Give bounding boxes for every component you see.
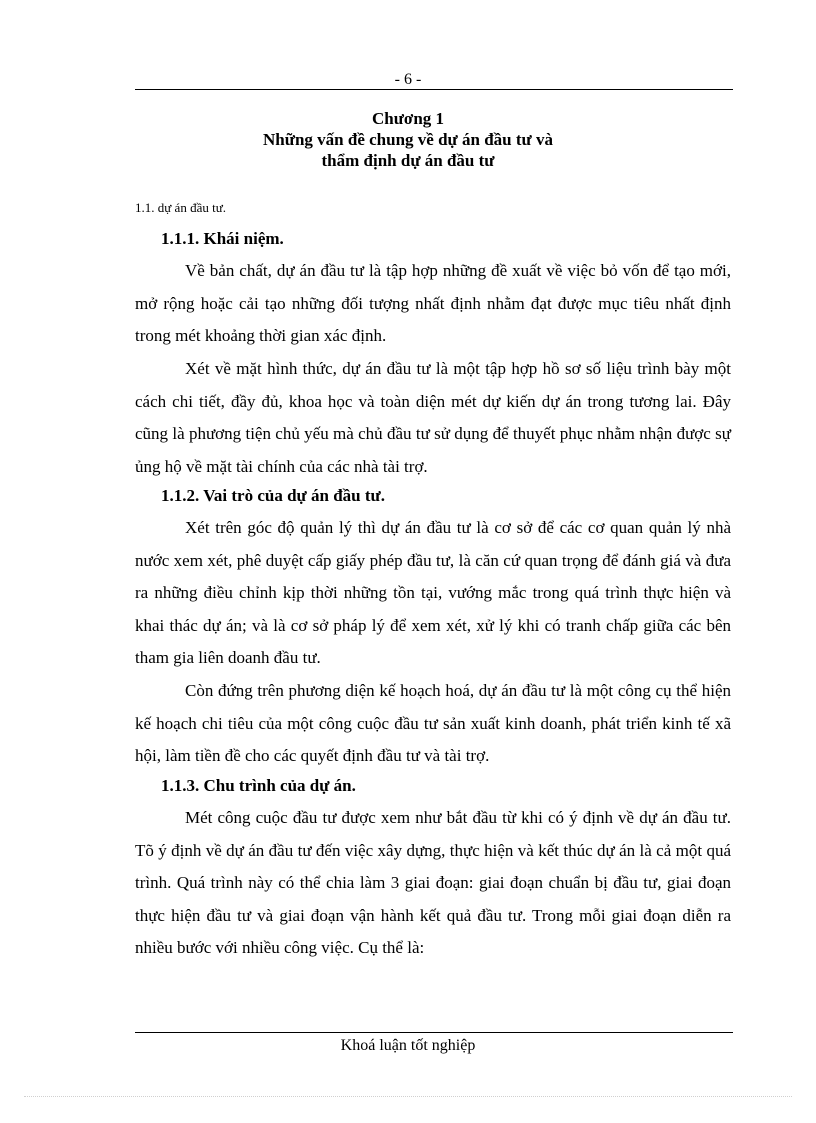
page-number: - 6 -: [394, 71, 422, 88]
section-1-1-2-paragraph-2: Còn đứng trên phương diện kế hoạch hoá, dự án đầu tư là một công cụ thể hiện kế hoạch chi tiêu của một công cuộc đầu tư sản xuất kinh doanh, phát triển kinh tế xã hội, làm tiền đề cho các quyết định đầu tư và tài trợ.: [135, 681, 731, 765]
section-1-1-2-paragraph-1: Xét trên góc độ quản lý thì dự án đầu tư là cơ sở để các cơ quan quản lý nhà nước xem xét, phê duyệt cấp giấy phép đầu tư, là căn cứ quan trọng để đánh giá và đưa ra những điều chỉnh kịp thời những tồn tại, vướng mắc trong quá trình thực hiện và khai thác dự án; và là cơ sở pháp lý để xem xét, xử lý khi có tranh chấp giữa các bên tham gia liên doanh đầu tư.: [135, 518, 731, 667]
chapter-title-block: [0, 108, 816, 171]
chapter-title-line-2: thẩm định dự án đầu tư: [321, 151, 495, 170]
section-1-1-1-heading: 1.1.1. Khái niệm.: [161, 229, 284, 248]
section-1-1-1-paragraph-1: Về bản chất, dự án đầu tư là tập hợp những đề xuất về việc bỏ vốn để tạo mới, mở rộng hoặc cải tạo những đối tượng nhất định nhằm đạt được mục tiêu nhất định trong mét khoảng thời gian xác định.: [135, 261, 731, 345]
chapter-label: Chương 1: [371, 109, 445, 128]
section-1-1-1-paragraph-2: Xét về mặt hình thức, dự án đầu tư là một tập hợp hồ sơ số liệu trình bày một cách chi tiết, đầy đủ, khoa học và toàn diện mét dự kiến dự án trong tương lai. Đây cũng là phương tiện chủ yếu mà chủ đầu tư sử dụng để thuyết phục nhằm nhận được sự ủng hộ về mặt tài chính của các nhà tài trợ.: [135, 359, 731, 476]
section-1-1-label: 1.1. dự án đầu tư.: [135, 200, 226, 215]
section-1-1-3-heading: 1.1.3. Chu trình của dự án.: [161, 776, 356, 795]
chapter-title-line-1: Những vấn đề chung về dự án đầu tư và: [263, 130, 553, 149]
section-1-1-3-paragraph-1: Mét công cuộc đầu tư được xem như bắt đầu từ khi có ý định về dự án đầu tư. Tõ ý định về dự án đầu tư đến việc xây dựng, thực hiện và kết thúc dự án là cả một quá trình. Quá trình này có thể chia làm 3 giai đoạn: giai đoạn chuẩn bị đầu tư, giai đoạn thực hiện đầu tư và giai đoạn vận hành kết quả đầu tư. Trong mỗi giai đoạn diễn ra nhiều bước với nhiều công việc. Cụ thể là:: [135, 808, 731, 957]
section-1-1-2-heading: 1.1.2. Vai trò của dự án đầu tư.: [161, 486, 385, 505]
page-edge-dotted-line: [24, 1096, 792, 1097]
footer-rule: [135, 1032, 733, 1033]
footer-text: Khoá luận tốt nghiệp: [340, 1037, 476, 1054]
header-rule: [135, 89, 733, 90]
